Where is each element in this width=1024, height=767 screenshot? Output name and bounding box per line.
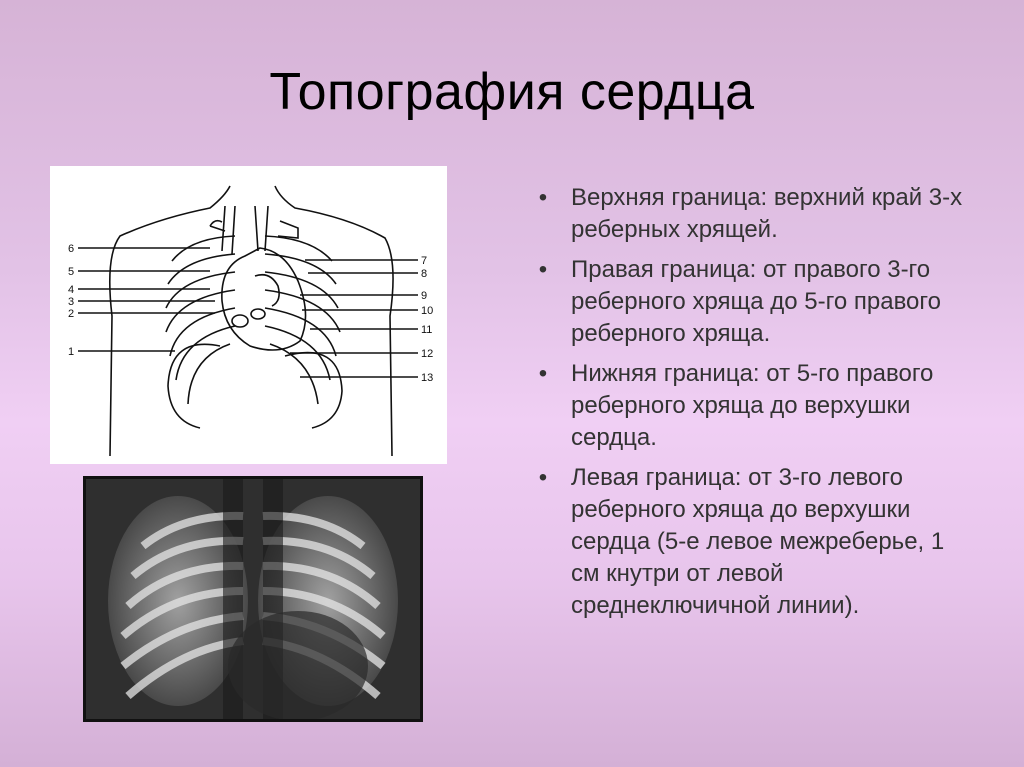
diagram-label-7: 7 bbox=[421, 255, 428, 267]
diagram-label-9: 9 bbox=[421, 290, 428, 302]
chest-xray-image bbox=[83, 476, 423, 722]
diagram-label-5: 5 bbox=[68, 266, 75, 278]
diagram-label-10: 10 bbox=[421, 305, 434, 317]
bullet-dot: • bbox=[538, 256, 548, 283]
bullet-text: Правая граница: от правого 3-го реберного хряща до 5-го правого реберного хряща. bbox=[571, 256, 941, 347]
diagram-label-13: 13 bbox=[421, 372, 434, 384]
bullet-dot: • bbox=[538, 184, 548, 211]
torso-outline bbox=[110, 186, 393, 456]
diagram-label-1: 1 bbox=[68, 346, 75, 358]
diagram-label-4: 4 bbox=[68, 284, 75, 296]
bullet-text: Нижняя граница: от 5-го правого реберного хряща до верхушки сердца. bbox=[571, 360, 934, 451]
bullet-text: Левая граница: от 3-го левого реберного хряща до верхушки сердца (5-е левое межреберье, 1 см кнутри от левой среднеключичной линии). bbox=[571, 464, 945, 619]
bullet-text: Верхняя граница: верхний край 3-х реберных хрящей. bbox=[571, 184, 963, 243]
bullet-dot: • bbox=[538, 360, 548, 387]
diagram-label-6: 6 bbox=[68, 243, 75, 255]
diagram-label-12: 12 bbox=[421, 348, 434, 360]
diagram-label-11: 11 bbox=[421, 324, 433, 336]
topography-bullet-list bbox=[533, 182, 973, 630]
diagram-label-2: 2 bbox=[68, 308, 75, 320]
diagram-label-3: 3 bbox=[68, 296, 75, 308]
bullet-upper-border bbox=[533, 182, 973, 246]
bullet-lower-border bbox=[533, 358, 973, 454]
heart-topography-diagram bbox=[50, 166, 447, 464]
bullet-left-border bbox=[533, 462, 973, 622]
diagram-label-8: 8 bbox=[421, 268, 428, 280]
bullet-right-border bbox=[533, 254, 973, 350]
slide-title: Топография сердца bbox=[269, 63, 755, 121]
bullet-dot: • bbox=[538, 464, 548, 491]
